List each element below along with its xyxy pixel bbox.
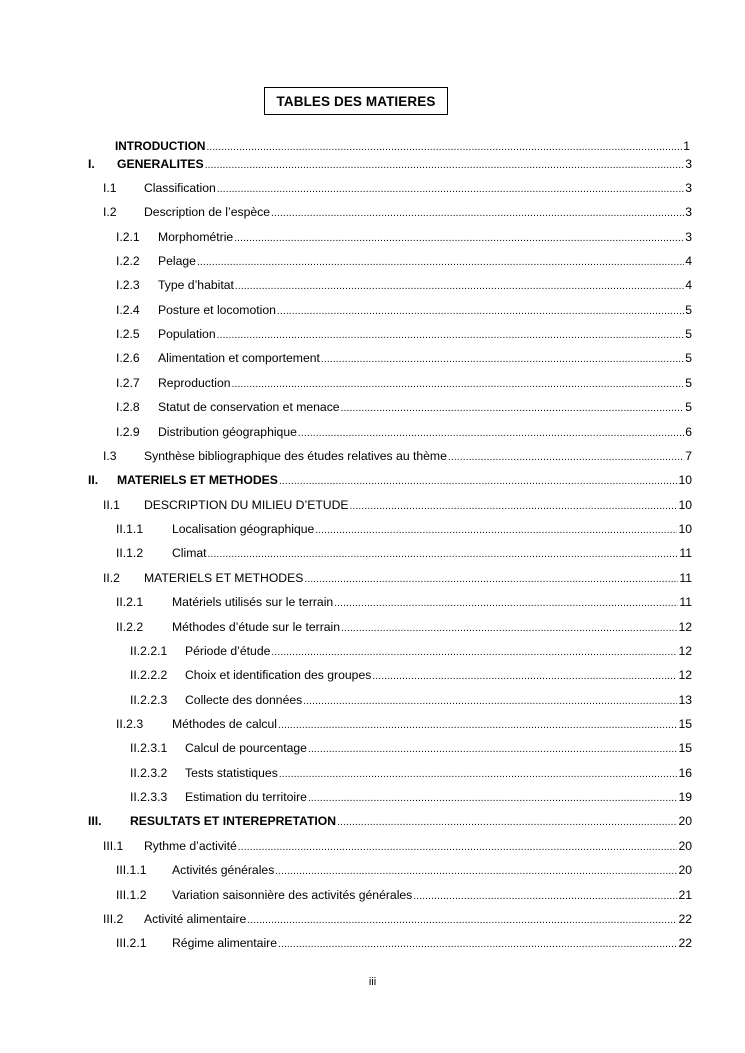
toc-label: Choix et identification des groupes [185, 668, 372, 682]
toc-page-number: 22 [678, 912, 692, 926]
toc-entry-generalites[interactable] [0, 155, 745, 173]
toc-page-number: 20 [678, 863, 692, 877]
toc-page-number: 5 [685, 351, 692, 365]
toc-entry-population[interactable] [0, 325, 745, 343]
toc-number: I.2.2 [116, 254, 140, 268]
toc-entry-main [144, 496, 692, 516]
toc-label: Synthèse bibliographique des études relatives au thème [144, 449, 447, 463]
toc-entry-main [158, 349, 692, 369]
toc-leader-dots [298, 425, 684, 443]
toc-leader-dots [208, 546, 679, 564]
toc-entry-variation-saisonniere[interactable] [0, 886, 745, 904]
toc-entry-materiels-terrain[interactable] [0, 593, 745, 611]
toc-entry-main [144, 569, 692, 589]
toc-entry-main [144, 203, 692, 223]
toc-entry-main [185, 739, 692, 759]
toc-leader-dots [217, 327, 685, 345]
toc-entry-main [144, 910, 692, 930]
toc-page-number: 10 [678, 498, 692, 512]
toc-leader-dots [350, 498, 678, 516]
toc-leader-dots [238, 839, 678, 857]
toc-leader-dots [247, 912, 677, 930]
toc-page-number: 11 [679, 595, 692, 609]
toc-entry-main [158, 374, 692, 394]
toc-leader-dots [275, 863, 677, 881]
page-number: iii [368, 976, 377, 988]
toc-leader-dots [235, 278, 684, 296]
toc-leader-dots [337, 814, 677, 832]
toc-leader-dots [234, 230, 684, 248]
toc-entry-main [130, 812, 692, 832]
toc-label: Activité alimentaire [144, 912, 247, 926]
toc-page-number: 5 [685, 376, 692, 390]
toc-entry-alimentation-comportement[interactable] [0, 349, 745, 367]
toc-page-number: 12 [678, 644, 692, 658]
toc-page-number: 1 [683, 139, 690, 153]
toc-entry-reproduction[interactable] [0, 374, 745, 392]
toc-entry-estimation-territoire[interactable] [0, 788, 745, 806]
toc-label: Pelage [158, 254, 196, 268]
toc-entry-main [172, 861, 692, 881]
toc-leader-dots [279, 473, 678, 491]
toc-page-number: 3 [685, 157, 692, 171]
toc-label: RESULTATS ET INTEREPRETATION [130, 814, 337, 828]
toc-entry-distribution-geographique[interactable] [0, 423, 745, 441]
toc-label: Morphométrie [158, 230, 234, 244]
toc-leader-dots [277, 303, 684, 321]
toc-leader-dots [334, 595, 678, 613]
toc-leader-dots [197, 254, 684, 272]
toc-number: II.2.3 [116, 717, 144, 731]
toc-number: III.1.1 [116, 863, 147, 877]
toc-entry-main [158, 325, 692, 345]
toc-entry-main [185, 691, 692, 711]
toc-label: Description de l’espèce [144, 205, 271, 219]
toc-label: Période d’étude [185, 644, 271, 658]
toc-number: II.1 [103, 498, 120, 512]
toc-number: I.2.9 [116, 425, 140, 439]
toc-entry-main [172, 715, 692, 735]
toc-entry-main [158, 228, 692, 248]
toc-leader-dots [341, 620, 677, 638]
toc-page-number: 15 [678, 741, 692, 755]
toc-page-number: 5 [685, 303, 692, 317]
toc-entry-main [185, 788, 692, 808]
toc-number: II.2.1 [116, 595, 144, 609]
toc-leader-dots [341, 400, 685, 418]
toc-number: II.1.1 [116, 522, 144, 536]
toc-number: II.2 [103, 571, 120, 585]
toc-title-box [264, 87, 448, 115]
toc-leader-dots [271, 644, 677, 662]
toc-number: I.2.6 [116, 351, 140, 365]
toc-leader-dots [279, 766, 678, 784]
toc-label: Variation saisonnière des activités générales [172, 888, 413, 902]
toc-page-number: 19 [678, 790, 692, 804]
toc-page-number: 3 [685, 230, 692, 244]
toc-number: II.2.2.2 [130, 668, 168, 682]
toc-entry-main [117, 471, 692, 491]
toc-leader-dots [448, 449, 684, 467]
toc-entry-main [185, 666, 692, 686]
toc-page-number: 20 [678, 814, 692, 828]
toc-entry-main [144, 179, 692, 199]
toc-label: Reproduction [158, 376, 231, 390]
toc-page-number: 5 [685, 327, 692, 341]
toc-entry-collecte-donnees[interactable] [0, 691, 745, 709]
toc-number: III.2.1 [116, 936, 147, 950]
toc-number: I. [88, 157, 95, 171]
toc-label: Activités générales [172, 863, 275, 877]
toc-entry-methodes-etude-terrain[interactable] [0, 618, 745, 636]
toc-leader-dots [278, 936, 677, 954]
toc-page-number: 3 [685, 205, 692, 219]
toc-label: Posture et locomotion [158, 303, 276, 317]
toc-entry-description-espece[interactable] [0, 203, 745, 221]
toc-page-number: 10 [678, 522, 692, 536]
toc-number: II.1.2 [116, 546, 144, 560]
toc-page-number: 7 [685, 449, 692, 463]
toc-number: I.2.3 [116, 278, 140, 292]
toc-page-number: 16 [678, 766, 692, 780]
toc-number: I.3 [103, 449, 117, 463]
toc-entry-activite-alimentaire[interactable] [0, 910, 745, 928]
toc-entry-main [158, 252, 692, 272]
toc-number: I.2.4 [116, 303, 140, 317]
toc-label: Régime alimentaire [172, 936, 277, 950]
toc-number: I.2 [103, 205, 117, 219]
toc-entry-main [172, 618, 692, 638]
toc-leader-dots [217, 181, 684, 199]
toc-leader-dots [304, 571, 678, 589]
toc-entry-regime-alimentaire[interactable] [0, 934, 745, 952]
toc-entry-climat[interactable] [0, 544, 745, 562]
toc-entry-description-milieu[interactable] [0, 496, 745, 514]
toc-entry-methodes-calcul[interactable] [0, 715, 745, 733]
toc-entry-main [172, 593, 692, 613]
toc-number: I.2.8 [116, 400, 140, 414]
toc-label: Type d’habitat [158, 278, 234, 292]
toc-label: Distribution géographique [158, 425, 297, 439]
toc-page-number: 21 [678, 888, 692, 902]
toc-entry-main [172, 934, 692, 954]
toc-entry-main [144, 447, 692, 467]
toc-entry-choix-identification-groupes[interactable] [0, 666, 745, 684]
toc-entry-rythme-activite[interactable] [0, 837, 745, 855]
toc-page-number: 10 [678, 473, 692, 487]
toc-entry-main [185, 642, 692, 662]
toc-leader-dots [278, 717, 677, 735]
toc-page-number: 20 [678, 839, 692, 853]
toc-entry-calcul-pourcentage[interactable] [0, 739, 745, 757]
toc-label: GENERALITES [117, 157, 204, 171]
toc-entry-main [117, 155, 692, 175]
toc-entry-synthese-bibliographique[interactable] [0, 447, 745, 465]
toc-label: Population [158, 327, 216, 341]
toc-leader-dots [308, 741, 677, 759]
toc-number: II.2.3.1 [130, 741, 168, 755]
toc-entry-pelage[interactable] [0, 252, 745, 270]
toc-entry-resultats-interpretation[interactable] [0, 812, 745, 830]
toc-label: MATERIELS ET METHODES [117, 473, 278, 487]
toc-page-number: 3 [685, 181, 692, 195]
toc-label: DESCRIPTION DU MILIEU D’ETUDE [144, 498, 349, 512]
toc-leader-dots [308, 790, 678, 808]
toc-label: Calcul de pourcentage [185, 741, 307, 755]
toc-entry-type-habitat[interactable] [0, 276, 745, 294]
toc-entry-activites-generales[interactable] [0, 861, 745, 879]
toc-entry-periode-etude[interactable] [0, 642, 745, 660]
toc-number: II. [88, 473, 99, 487]
toc-entry-materiels-methodes-chapter[interactable] [0, 471, 745, 489]
toc-number: III.1 [103, 839, 124, 853]
toc-page-number: 5 [685, 400, 692, 414]
toc-number: I.1 [103, 181, 117, 195]
toc-leader-dots [321, 351, 684, 369]
toc-entry-main [172, 544, 692, 564]
toc-leader-dots [303, 693, 677, 711]
toc-entry-introduction[interactable] [0, 137, 745, 155]
toc-label: Tests statistiques [185, 766, 278, 780]
toc-label: Classification [144, 181, 216, 195]
toc-label: Collecte des données [185, 693, 303, 707]
toc-page-number: 11 [679, 546, 692, 560]
toc-number: I.2.1 [116, 230, 140, 244]
toc-leader-dots [271, 205, 684, 223]
toc-number: III.2 [103, 912, 124, 926]
toc-entry-main [185, 764, 692, 784]
toc-number: III. [88, 814, 102, 828]
toc-page-number: 22 [678, 936, 692, 950]
toc-number: II.2.2.3 [130, 693, 168, 707]
toc-leader-dots [205, 157, 685, 175]
toc-page-number: 11 [679, 571, 692, 585]
toc-leader-dots [232, 376, 685, 394]
toc-number: III.1.2 [116, 888, 147, 902]
toc-number: I.2.5 [116, 327, 140, 341]
toc-label: INTRODUCTION [115, 139, 206, 153]
toc-entry-main [158, 276, 692, 296]
toc-number: II.2.3.3 [130, 790, 168, 804]
toc-number: II.2.3.2 [130, 766, 168, 780]
toc-label: Méthodes de calcul [172, 717, 278, 731]
toc-label: Localisation géographique [172, 522, 315, 536]
toc-entry-main [158, 398, 692, 418]
toc-entry-classification[interactable] [0, 179, 745, 197]
toc-label: Matériels utilisés sur le terrain [172, 595, 334, 609]
toc-entry-main [115, 137, 690, 157]
toc-page-number: 4 [685, 278, 692, 292]
toc-entry-main [158, 423, 692, 443]
toc-entry-main [172, 520, 692, 540]
toc-label: Climat [172, 546, 207, 560]
toc-number: I.2.7 [116, 376, 140, 390]
toc-label: Rythme d’activité [144, 839, 237, 853]
toc-entry-main [144, 837, 692, 857]
toc-label: Statut de conservation et menace [158, 400, 340, 414]
toc-page-number: 13 [678, 693, 692, 707]
toc-leader-dots [413, 888, 677, 906]
toc-entry-localisation-geographique[interactable] [0, 520, 745, 538]
toc-entry-morphometrie[interactable] [0, 228, 745, 246]
toc-entry-main [158, 301, 692, 321]
toc-page-number: 4 [685, 254, 692, 268]
toc-entry-statut-conservation[interactable] [0, 398, 745, 416]
toc-entry-main [172, 886, 692, 906]
toc-number: II.2.2.1 [130, 644, 168, 658]
toc-leader-dots [372, 668, 677, 686]
toc-page-number: 6 [685, 425, 692, 439]
toc-entry-tests-statistiques[interactable] [0, 764, 745, 782]
toc-entry-materiels-methodes-section[interactable] [0, 569, 745, 587]
toc-label: Alimentation et comportement [158, 351, 320, 365]
toc-label: MATERIELS ET METHODES [144, 571, 304, 585]
toc-leader-dots [315, 522, 677, 540]
toc-label: Estimation du territoire [185, 790, 307, 804]
toc-page-number: 15 [678, 717, 692, 731]
toc-page-number: 12 [678, 620, 692, 634]
toc-number: II.2.2 [116, 620, 144, 634]
toc-page-number: 12 [678, 668, 692, 682]
toc-title: TABLES DES MATIERES [276, 93, 436, 109]
toc-entry-posture-locomotion[interactable] [0, 301, 745, 319]
toc-label: Méthodes d’étude sur le terrain [172, 620, 341, 634]
